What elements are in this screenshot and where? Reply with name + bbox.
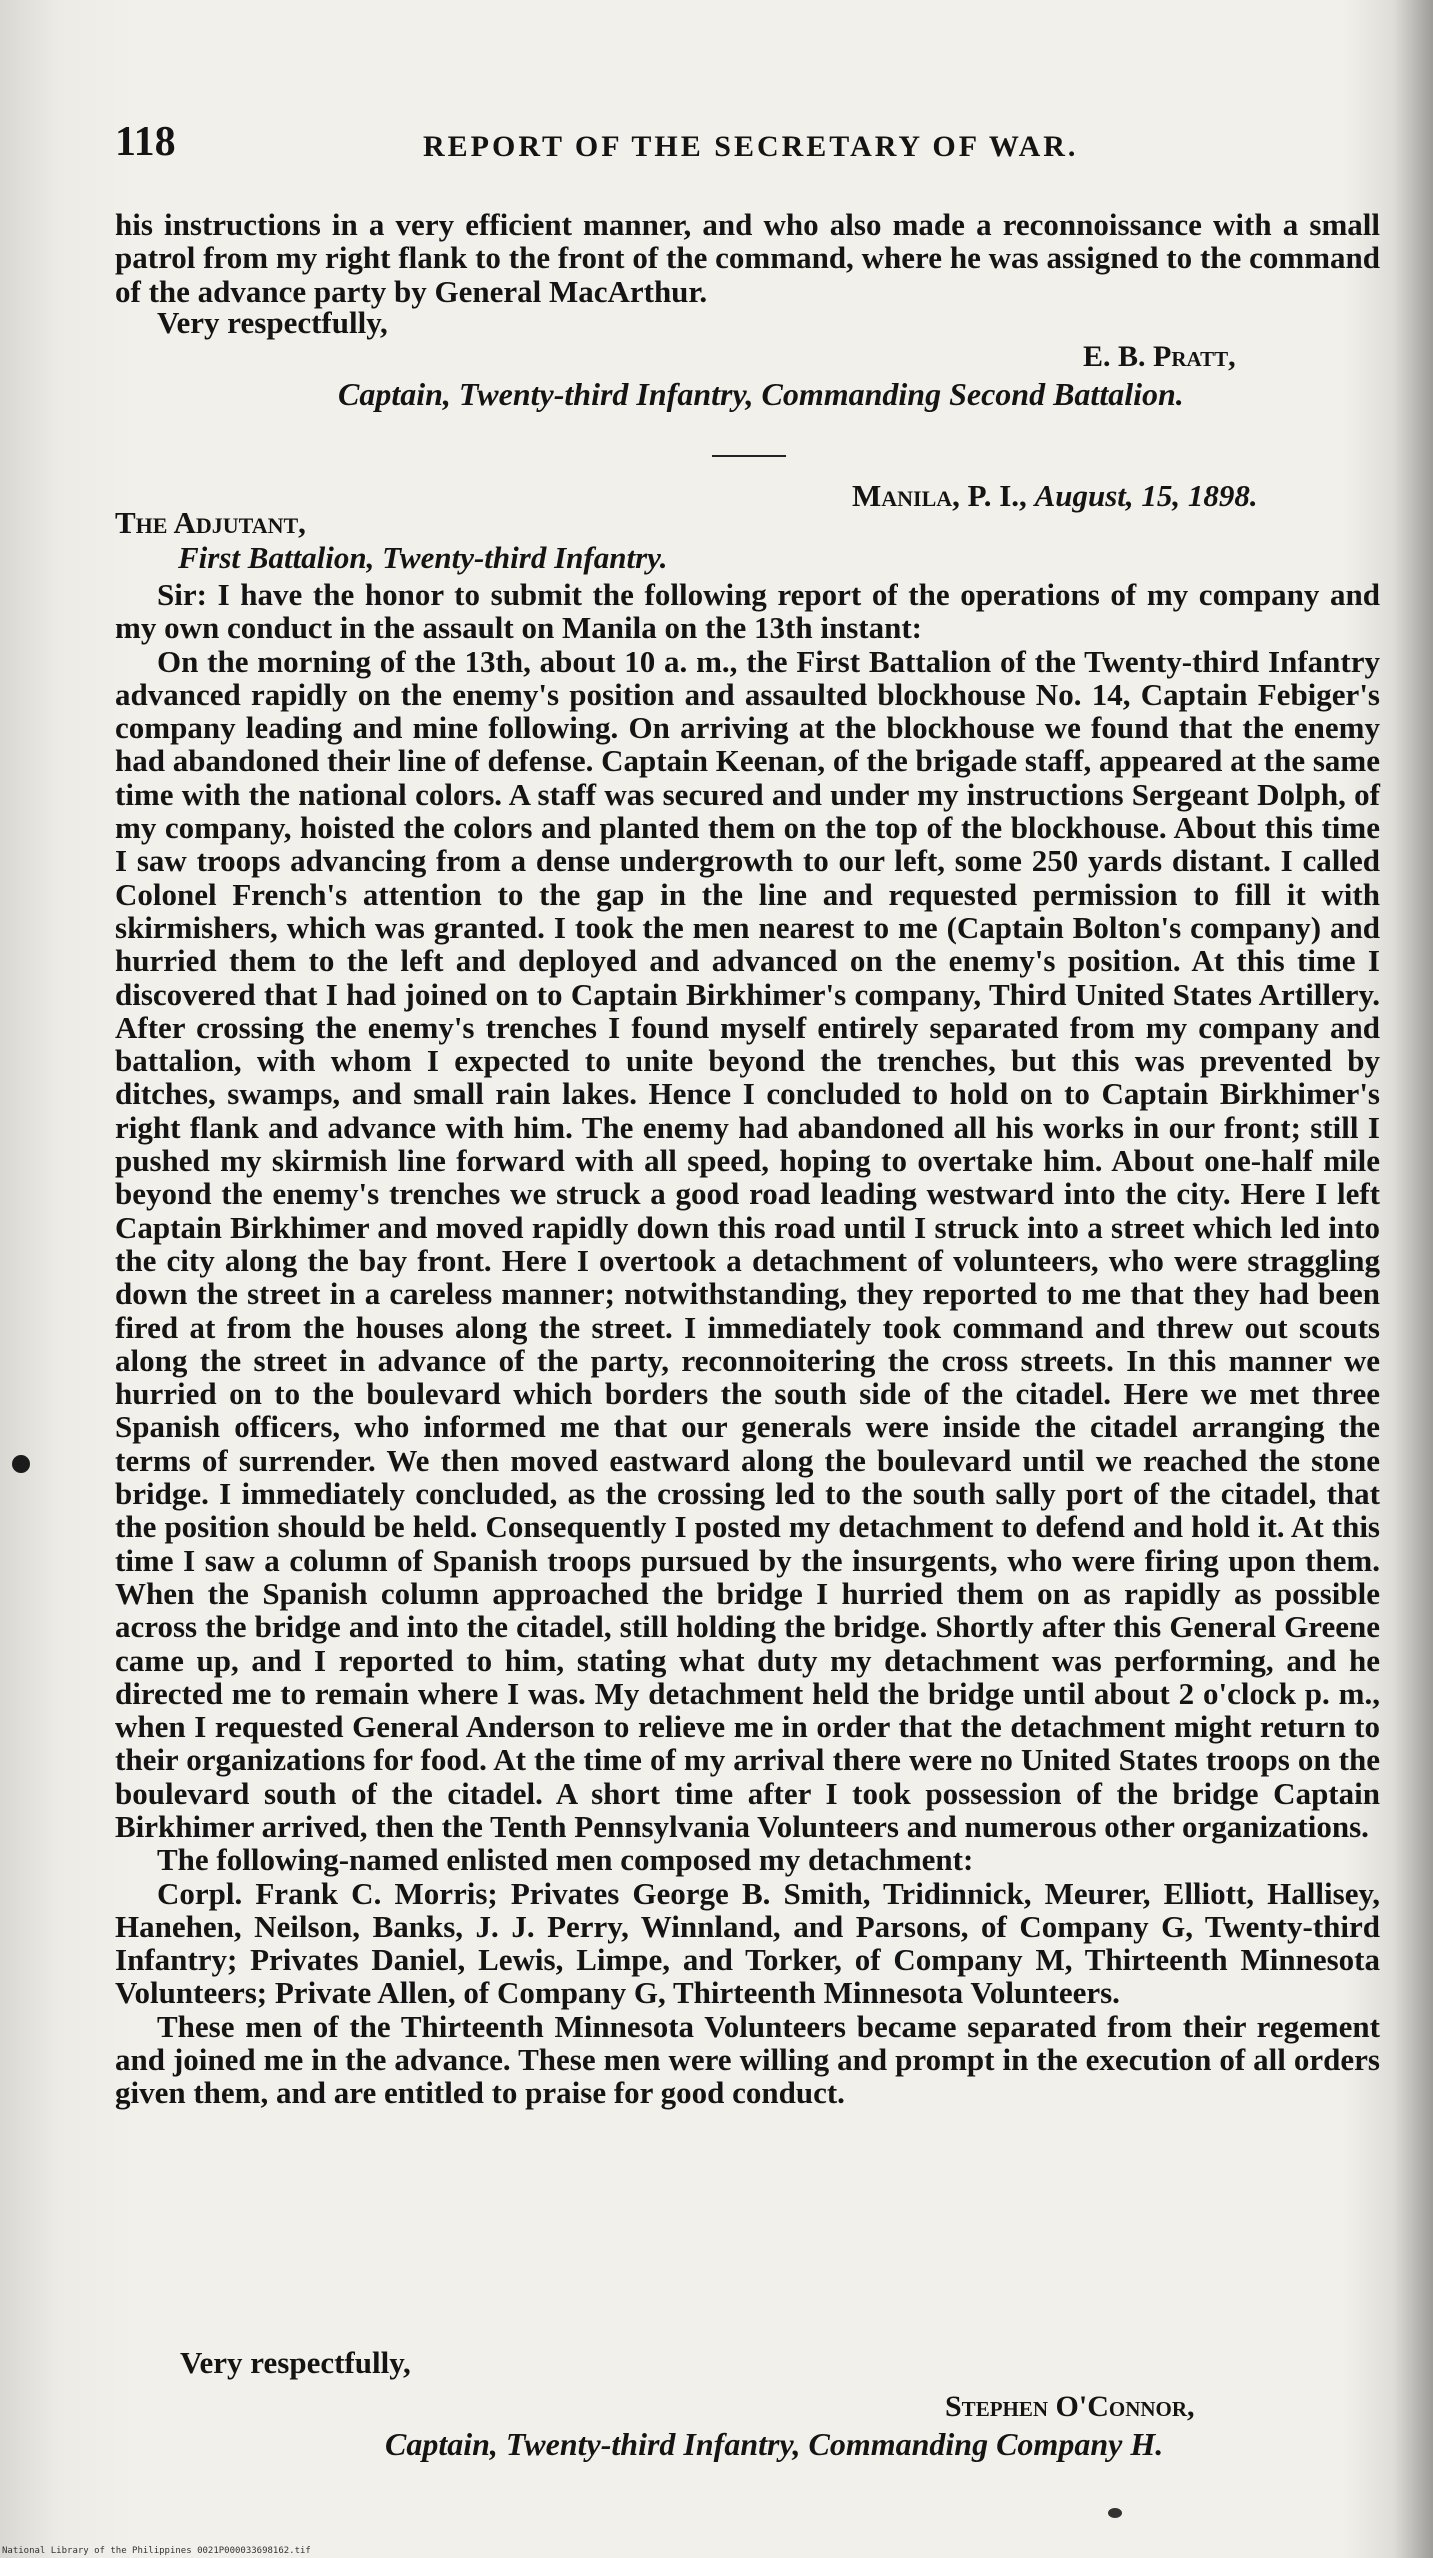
letter-signer: Stephen O'Connor, bbox=[945, 2390, 1195, 2423]
letter-signer-title: Captain, Twenty-third Infantry, Commanding Company H. bbox=[385, 2426, 1164, 2462]
section-divider bbox=[712, 455, 786, 457]
page-number: 118 bbox=[115, 119, 176, 165]
letter-body bbox=[115, 578, 1380, 2110]
dateline-place: Manila, P. I., bbox=[852, 478, 1027, 513]
binding-hole-mark bbox=[12, 1455, 30, 1473]
detachment-list: Corpl. Frank C. Morris; Privates George B. Smith, Tridinnick, Meurer, Elliott, Hallisey, Hanehen, Neilson, Banks, J. J. Perry, Winnland, and Parsons, of Company G, Twenty-third Infantry; Privates Daniel, Lewis, Limpe, and Torker, of Company M, Thirteenth Minnesota Volunteers; Private Allen, of Company G, Thirteenth Minnesota Volunteers. bbox=[115, 1875, 1380, 2011]
continuation-paragraph: his instructions in a very efficient manner, and who also made a reconnoissance with a small patrol from my right flank to the front of the command, where he was assigned to the command of the advance party by General MacArthur. bbox=[115, 207, 1380, 309]
ink-mark bbox=[1108, 2508, 1122, 2518]
continuation-closing: Very respectfully, bbox=[157, 305, 388, 340]
scan-footer: National Library of the Philippines 0021P000033698162.tif bbox=[2, 2546, 311, 2556]
continuation-signer: E. B. Pratt, bbox=[1083, 340, 1236, 373]
page-header bbox=[115, 118, 1365, 178]
letter-closing: Very respectfully, bbox=[180, 2345, 411, 2380]
running-head: REPORT OF THE SECRETARY OF WAR. bbox=[423, 130, 1079, 163]
addressee-subtitle: First Battalion, Twenty-third Infantry. bbox=[178, 540, 668, 575]
report-paragraph: On the morning of the 13th, about 10 a. m., the First Battalion of the Twenty-third Infantry advanced rapidly on the enemy's position and assaulted blockhouse No. 14, Captain Febiger's company leading and mine following. On arriving at the blockhouse we found that the enemy had abandoned their line of defense. Captain Keenan, of the brigade staff, appeared at the same time with the national colors. A staff was secured and under my instructions Sergeant Dolph, of my company, hoisted the colors and planted them on the top of the blockhouse. About this time I saw troops advancing from a dense undergrowth to our left, some 250 yards distant. I called Colonel French's attention to the gap in the line and requested permission to fill it with skirmishers, which was granted. I took the men nearest to me (Captain Bolton's company) and hurried them to the left and deployed and advanced on the enemy's position. At this time I discovered that I had joined on to Captain Birkhimer's company, Third United States Artillery. After crossing the enemy's trenches I found myself entirely separated from my company and battalion, with whom I expected to unite beyond the trenches, but this was prevented by ditches, swamps, and small rain lakes. Hence I concluded to hold on to Captain Birkhimer's right flank and advance with him. The enemy had abandoned all his works in our front; still I pushed my skirmish line forward with all speed, hoping to overtake him. About one-half mile beyond the enemy's trenches we struck a good road leading westward into the city. Here I left Captain Birkhimer and moved rapidly down this road until I struck into a street which led into the city along the bay front. Here I overtook a detachment of volunteers, who were straggling down the street in a careless manner; notwithstanding, they reported to me that they had been fired at from the houses along the street. I immediately took command and threw out scouts along the street in advance of the party, reconnoitering the cross streets. In this manner we hurried on to the boulevard which borders the south side of the citadel. Here we met three Spanish officers, who informed me that our generals were inside the citadel arranging the terms of surrender. We then moved eastward along the boulevard until we reached the stone bridge. I immediately concluded, as the crossing led to the south sally port of the citadel, that the position should be held. Consequently I posted my detachment to defend and hold it. At this time I saw a column of Spanish troops pursued by the insurgents, who were firing upon them. When the Spanish column approached the bridge I hurried them on as rapidly as possible across the bridge and into the citadel, still holding the bridge. Shortly after this General Greene came up, and I reported to him, stating what duty my detachment was performing, and he directed me to remain where I was. My detachment held the bridge until about 2 o'clock p. m., when I requested General Anderson to relieve me in order that the detachment might return to their organizations for food. At the time of my arrival there were no United States troops on the boulevard south of the citadel. A short time after I took possession of the bridge Captain Birkhimer arrived, then the Tenth Pennsylvania Volunteers and numerous other organizations. bbox=[115, 643, 1380, 1844]
closing-paragraph: These men of the Thirteenth Minnesota Volunteers became separated from their regement and joined me in the advance. These men were willing and prompt in the execution of all orders given them, and are entitled to praise for good conduct. bbox=[115, 2008, 1380, 2111]
continuation-text bbox=[115, 208, 1380, 308]
dateline bbox=[852, 478, 1258, 514]
dateline-date: August, 15, 1898. bbox=[1034, 478, 1258, 513]
detachment-intro: The following-named enlisted men composed my detachment: bbox=[157, 1842, 974, 1878]
salutation-paragraph: Sir: I have the honor to submit the following report of the operations of my company and my own conduct in the assault on Manila on the 13th instant: bbox=[115, 577, 1380, 646]
addressee: The Adjutant, bbox=[115, 505, 306, 540]
continuation-signer-title: Captain, Twenty-third Infantry, Commanding Second Battalion. bbox=[338, 376, 1184, 412]
